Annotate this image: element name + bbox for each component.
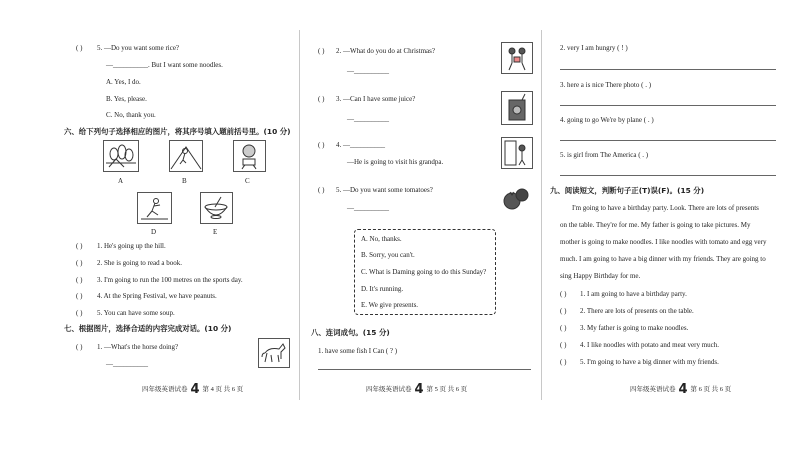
passage-line: on the table. They're for me. My father is going to take pictures. My bbox=[560, 221, 751, 229]
picture-juice bbox=[501, 91, 533, 125]
answer-blank[interactable]: ( ) bbox=[318, 141, 325, 149]
girl-reading-icon bbox=[234, 141, 265, 171]
section-heading-6: 六、给下列句子选择相应的图片，将其序号填入题前括号里。(10 分) bbox=[64, 127, 291, 136]
peanuts-icon bbox=[104, 141, 138, 171]
answer-blank[interactable]: ( ) bbox=[318, 47, 325, 55]
word-order-4: 4. going to go We're by plane ( . ) bbox=[560, 116, 654, 124]
answer-blank[interactable]: ( ) bbox=[318, 95, 325, 103]
answer-blank[interactable]: ( ) bbox=[560, 358, 567, 366]
footer-title: 四年级英语试卷 bbox=[142, 386, 188, 393]
page-footer bbox=[630, 382, 731, 397]
question-text: 1. —What's the horse doing? bbox=[97, 343, 179, 351]
answer-blank[interactable]: ( ) bbox=[76, 44, 83, 52]
answer-blank[interactable]: ( ) bbox=[76, 242, 83, 250]
picture-label: C bbox=[245, 177, 250, 185]
dialogue-question: 4. —__________ bbox=[336, 141, 385, 149]
picture-a-peanuts bbox=[103, 140, 139, 172]
hill-climb-icon bbox=[170, 141, 202, 171]
dialogue-question: 3. —Can I have some juice? bbox=[336, 95, 416, 103]
picture-b-hill bbox=[169, 140, 203, 172]
dialogue-answer: —__________ bbox=[347, 204, 389, 212]
page-divider bbox=[541, 30, 542, 400]
dialogue-answer: —He is going to visit his grandpa. bbox=[347, 158, 444, 166]
dialogue-question: 5. —Do you want some tomatoes? bbox=[336, 186, 433, 194]
footer-title: 四年级英语试卷 bbox=[630, 386, 676, 393]
dialogue-answer: —__________ bbox=[347, 67, 389, 75]
sentence-1: 1. He's going up the hill. bbox=[97, 242, 166, 250]
answer-blank[interactable]: ( ) bbox=[318, 186, 325, 194]
picture-label: E bbox=[213, 228, 218, 236]
word-order-5: 5. is girl from The America ( . ) bbox=[560, 151, 649, 159]
answer-writing-line[interactable] bbox=[560, 69, 776, 70]
picture-label: D bbox=[151, 228, 157, 236]
answer-blank[interactable]: ( ) bbox=[76, 309, 83, 317]
answer-blank[interactable]: ( ) bbox=[76, 276, 83, 284]
question-text: 5. —Do you want some rice? bbox=[97, 44, 180, 52]
answer-blank[interactable]: ( ) bbox=[560, 324, 567, 332]
dialogue-answer: —__________ bbox=[347, 115, 389, 123]
footer-grade: 4 bbox=[190, 382, 200, 397]
footer-grade: 4 bbox=[678, 382, 688, 397]
answer-line: —__________ bbox=[106, 360, 148, 368]
option-e: E. We give presents. bbox=[361, 301, 419, 309]
picture-tomatoes bbox=[501, 183, 531, 213]
word-order-3: 3. here a is nice There photo ( . ) bbox=[560, 81, 652, 89]
picture-christmas bbox=[501, 42, 533, 74]
sentence-4: 4. At the Spring Festival, we have peanuts. bbox=[97, 292, 217, 300]
section-heading-7: 七、根据图片，选择合适的内容完成对话。(10 分) bbox=[64, 324, 232, 333]
word-order-1: 1. have some fish I Can ( ? ) bbox=[318, 347, 398, 355]
footer-page: 第 5 页 共 6 页 bbox=[426, 386, 468, 393]
footer-title: 四年级英语试卷 bbox=[366, 386, 412, 393]
footer-page: 第 4 页 共 6 页 bbox=[202, 386, 244, 393]
section-heading-9: 九、阅读短文，判断句子正(T)误(F)。(15 分) bbox=[550, 186, 705, 195]
horse-icon bbox=[259, 339, 289, 367]
answer-writing-line[interactable] bbox=[318, 369, 531, 370]
statement-1: 1. I am going to have a birthday party. bbox=[580, 290, 687, 298]
option-c: C. What is Daming going to do this Sunday? bbox=[361, 268, 487, 276]
picture-c-reading bbox=[233, 140, 266, 172]
passage-line: much. I am going to have a big dinner with my friends. They are going to bbox=[560, 255, 766, 263]
picture-label: A bbox=[118, 177, 124, 185]
picture-horse bbox=[258, 338, 290, 368]
sentence-5: 5. You can have some soup. bbox=[97, 309, 175, 317]
answer-blank[interactable]: ( ) bbox=[560, 290, 567, 298]
option-c: C. No, thank you. bbox=[106, 111, 156, 119]
word-order-2: 2. very I am hungry ( ! ) bbox=[560, 44, 628, 52]
option-b: B. Yes, please. bbox=[106, 95, 147, 103]
passage-line: mother is going to make noodles. I like noodles with tomato and egg very bbox=[560, 238, 767, 246]
section-heading-8: 八、连词成句。(15 分) bbox=[311, 328, 390, 337]
footer-grade: 4 bbox=[414, 382, 424, 397]
visit-grandpa-icon bbox=[502, 138, 532, 168]
sentence-2: 2. She is going to read a book. bbox=[97, 259, 182, 267]
options-box bbox=[354, 229, 496, 315]
answer-blank[interactable]: ( ) bbox=[560, 341, 567, 349]
option-b: B. Sorry, you can't. bbox=[361, 251, 415, 259]
picture-d-running bbox=[137, 192, 172, 224]
statement-5: 5. I'm going to have a big dinner with my friends. bbox=[580, 358, 719, 366]
page-footer bbox=[366, 382, 467, 397]
option-a: A. Yes, I do. bbox=[106, 78, 141, 86]
passage-line: sing Happy Birthday for me. bbox=[560, 272, 641, 280]
option-d: D. It's running. bbox=[361, 285, 404, 293]
answer-line: —__________. But I want some noodles. bbox=[106, 61, 223, 69]
answer-writing-line[interactable] bbox=[560, 105, 776, 106]
passage-line: I'm going to have a birthday party. Look. There are lots of presents bbox=[572, 204, 759, 212]
statement-3: 3. My father is going to make noodles. bbox=[580, 324, 689, 332]
picture-e-soup bbox=[200, 192, 233, 224]
running-icon bbox=[138, 193, 171, 223]
answer-blank[interactable]: ( ) bbox=[76, 259, 83, 267]
tomatoes-icon bbox=[501, 183, 531, 213]
picture-label: B bbox=[182, 177, 187, 185]
answer-writing-line[interactable] bbox=[560, 175, 776, 176]
statement-4: 4. I like noodles with potato and meat very much. bbox=[580, 341, 719, 349]
statement-2: 2. There are lots of presents on the table. bbox=[580, 307, 694, 315]
dialogue-question: 2. —What do you do at Christmas? bbox=[336, 47, 435, 55]
answer-writing-line[interactable] bbox=[560, 140, 776, 141]
answer-blank[interactable]: ( ) bbox=[76, 292, 83, 300]
picture-grandpa bbox=[501, 137, 533, 169]
page-footer bbox=[142, 382, 243, 397]
footer-page: 第 6 页 共 6 页 bbox=[690, 386, 732, 393]
answer-blank[interactable]: ( ) bbox=[560, 307, 567, 315]
page-divider bbox=[299, 30, 300, 400]
sentence-3: 3. I'm going to run the 100 metres on the sports day. bbox=[97, 276, 243, 284]
juice-box-icon bbox=[502, 92, 532, 124]
answer-blank[interactable]: ( ) bbox=[76, 343, 83, 351]
children-presents-icon bbox=[502, 43, 532, 73]
soup-bowl-icon bbox=[201, 193, 232, 223]
option-a: A. No, thanks. bbox=[361, 235, 402, 243]
